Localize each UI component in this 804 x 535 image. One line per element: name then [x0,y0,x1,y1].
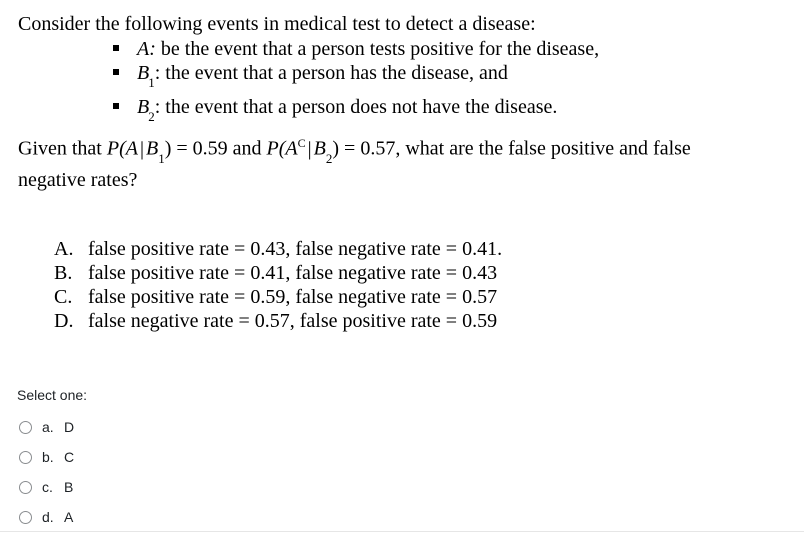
given-suffix: , what are the false positive and false [395,137,691,160]
choice-text: A [64,509,74,525]
p1-open: P(A [106,137,138,160]
choice-letter: c. [42,479,53,495]
answer-block [17,387,87,535]
event-a-text: be the event that a person tests positive for the disease, [155,38,600,60]
question-tail: negative rates? [18,169,138,191]
bullet-event-b1 [113,61,508,90]
event-b2-var: B [137,96,150,118]
answer-choice-a[interactable] [17,415,87,439]
event-b2-text: : the event that a person does not have the disease. [154,96,558,118]
option-d [54,309,502,333]
p2-close: ) = 0.57 [332,137,396,160]
bullet-icon [113,45,119,51]
p1-close: ) = 0.59 [164,137,228,160]
option-text: false negative rate = 0.57, false positive rate = 0.59 [88,310,498,332]
choice-letter: d. [42,509,54,525]
bullet-icon [113,69,119,75]
p2-bar: | [307,137,312,160]
p1-bar: | [139,137,144,160]
choice-text: C [64,449,75,465]
radio-button[interactable] [19,511,32,524]
bullet-icon [113,103,119,109]
select-one-label: Select one: [17,387,88,403]
answer-choice-b[interactable] [17,445,87,469]
event-b1-sub: 1 [148,75,155,90]
p2-open: P(A [266,137,298,160]
radio-button[interactable] [19,421,32,434]
and-word: and [227,137,267,160]
p2-sub: 2 [325,150,333,166]
option-letter: A. [54,238,74,260]
radio-button[interactable] [19,451,32,464]
radio-button[interactable] [19,481,32,494]
event-b1-text: : the event that a person has the disease, and [154,62,508,84]
p2-sup: C [297,136,306,150]
option-letter: B. [54,262,73,284]
p1-sub: 1 [158,150,165,166]
option-text: false positive rate = 0.59, false negative rate = 0.57 [88,286,498,308]
option-letter: D. [54,310,74,332]
choice-text: B [64,479,74,495]
choice-text: D [64,419,75,435]
choice-letter: a. [42,419,54,435]
question-given-line [18,131,691,166]
question-intro: Consider the following events in medical test to detect a disease: [18,13,536,35]
option-letter: C. [54,286,73,308]
bullet-event-b2 [113,95,558,124]
option-text: false positive rate = 0.43, false negative rate = 0.41. [88,238,503,260]
answer-choice-c[interactable] [17,475,87,499]
event-b2-sub: 2 [148,109,155,124]
option-text: false positive rate = 0.41, false negative rate = 0.43 [88,262,498,284]
event-b1-var: B [137,62,150,84]
event-a-var: A: [137,38,156,60]
choice-letter: b. [42,449,54,465]
answer-choice-d[interactable] [17,505,87,529]
p1-var: B [145,137,159,160]
option-c [54,285,502,309]
option-a [54,237,502,261]
divider [0,531,804,532]
bullet-event-a [113,37,599,61]
option-b [54,261,502,285]
p2-var: B [313,137,326,160]
given-prefix: Given that [18,137,107,160]
options-list [54,237,502,333]
